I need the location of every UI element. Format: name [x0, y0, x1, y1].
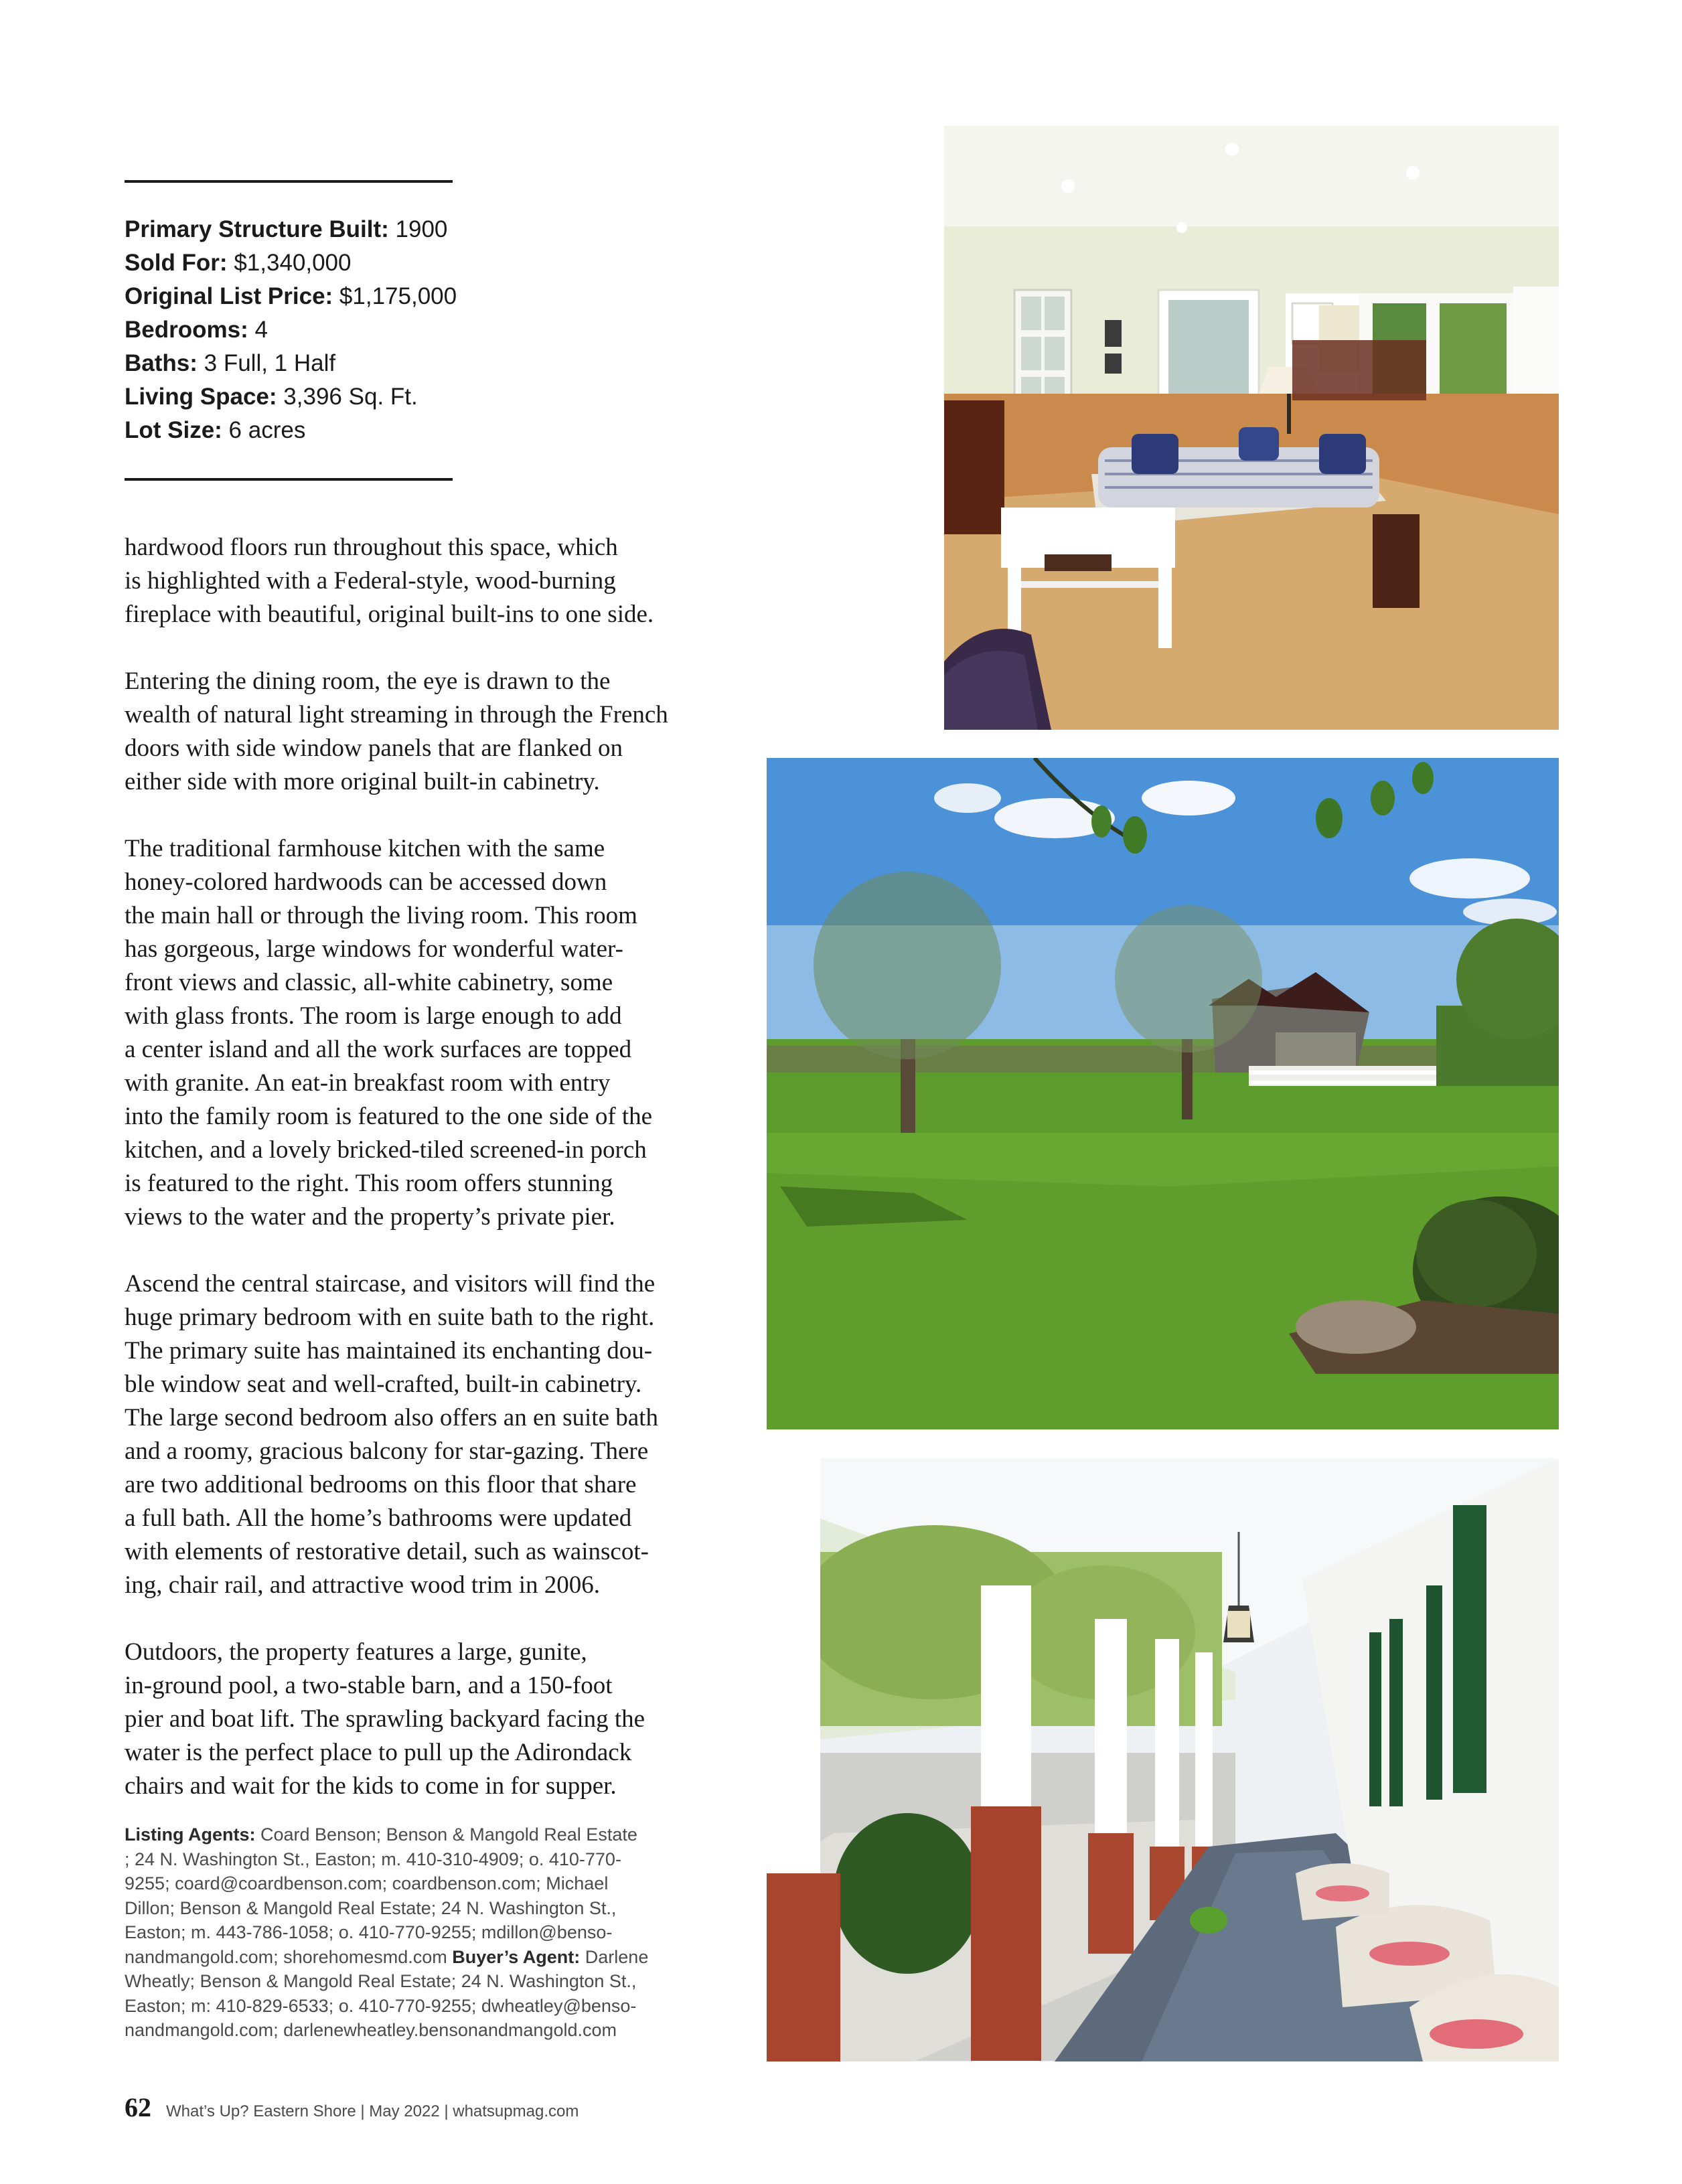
paragraph-dining-room: Entering the dining room, the eye is drawn to the wealth of natural light streaming in through the French doors with side window panels that are flanked on either side with more original built-in cabinetry.: [125, 668, 668, 795]
top-rule: [125, 180, 453, 183]
listing-agents-text: Coard Benson; Benson & Mangold Real Estate ; 24 N. Washington St., Easton; m. 410-310-4909; o. 410-770- 9255; coard@coardbenson.com; coardbenson.com; Michael Dillon; Benson & Mangold Real Estate; 24 N. Washington St., Easton; m. 443-786-1058; o. 410-770-9255; mdillon@benso- nandmangold.com; shorehomesmd.com: [125, 1824, 637, 1967]
fact-built: Primary Structure Built: 1900: [125, 216, 448, 242]
property-facts: [125, 213, 473, 447]
porch-photo: [767, 1458, 1559, 2061]
footer-publication: What’s Up? Eastern Shore | May 2022 | whatsupmag.com: [166, 2102, 579, 2120]
fact-living-space: Living Space: 3,396 Sq. Ft.: [125, 384, 418, 410]
fact-baths: Baths: 3 Full, 1 Half: [125, 350, 336, 376]
page-footer: [125, 2092, 579, 2123]
living-room-photo: [944, 126, 1559, 730]
paragraph-kitchen: The traditional farmhouse kitchen with the same honey-colored hardwoods can be accessed down the main hall or through the living room. This room has gorgeous, large windows for wonderful water- front views and classic, all-white cabinetry, some with glass fronts. The room is large enough to add a center island and all the work surfaces are topped with granite. An eat-in breakfast room with entry into the family room is featured to the one side of the kitchen, and a lovely bricked-tiled screened-in porch is featured to the right. This room offers stunning views to the water and the property’s private pier.: [125, 835, 653, 1231]
lawn-barn-photo: [767, 758, 1559, 1429]
fact-list-price: Original List Price: $1,175,000: [125, 283, 457, 309]
fact-sold-for: Sold For: $1,340,000: [125, 250, 352, 276]
page-number: 62: [125, 2092, 151, 2122]
buyers-agent-label: Buyer’s Agent:: [452, 1946, 581, 1967]
fact-bedrooms: Bedrooms: 4: [125, 317, 268, 343]
buyers-agent-text: Darlene Wheatly; Benson & Mangold Real Estate; 24 N. Washington St., Easton; m: 410-829-6533; o. 410-770-9255; dwheatley@benso- nandmangold.com; darlenewheatley.bensonandmangold.com: [125, 1946, 649, 2040]
bottom-rule: [125, 478, 453, 481]
agent-credits: [125, 1822, 714, 2043]
listing-agents-label: Listing Agents:: [125, 1824, 256, 1845]
paragraph-outdoors: Outdoors, the property features a large, gunite, in-ground pool, a two-stable barn, and a 150-foot pier and boat lift. The sprawling backyard facing the water is the perfect place to pull up the Adirondack chairs and wait for the kids to come in for supper.: [125, 1638, 645, 1800]
paragraph-bedrooms: Ascend the central staircase, and visitors will find the huge primary bedroom with en suite bath to the right. The primary suite has maintained its enchanting dou- ble window seat and well-crafted, built-in cabinetry. The large second bedroom also offers an en suite bath and a roomy, gracious balcony for star-gazing. There are two additional bedrooms on this floor that share a full bath. All the home’s bathrooms were updated with elements of restorative detail, such as wainscot- ing, chair rail, and attractive wood trim in 2006.: [125, 1270, 658, 1599]
article-body: [125, 531, 714, 1837]
fact-lot-size: Lot Size: 6 acres: [125, 417, 306, 443]
paragraph-living-room: hardwood floors run throughout this space, which is highlighted with a Federal-style, wood-burning fireplace with beautiful, original built-ins to one side.: [125, 534, 654, 628]
